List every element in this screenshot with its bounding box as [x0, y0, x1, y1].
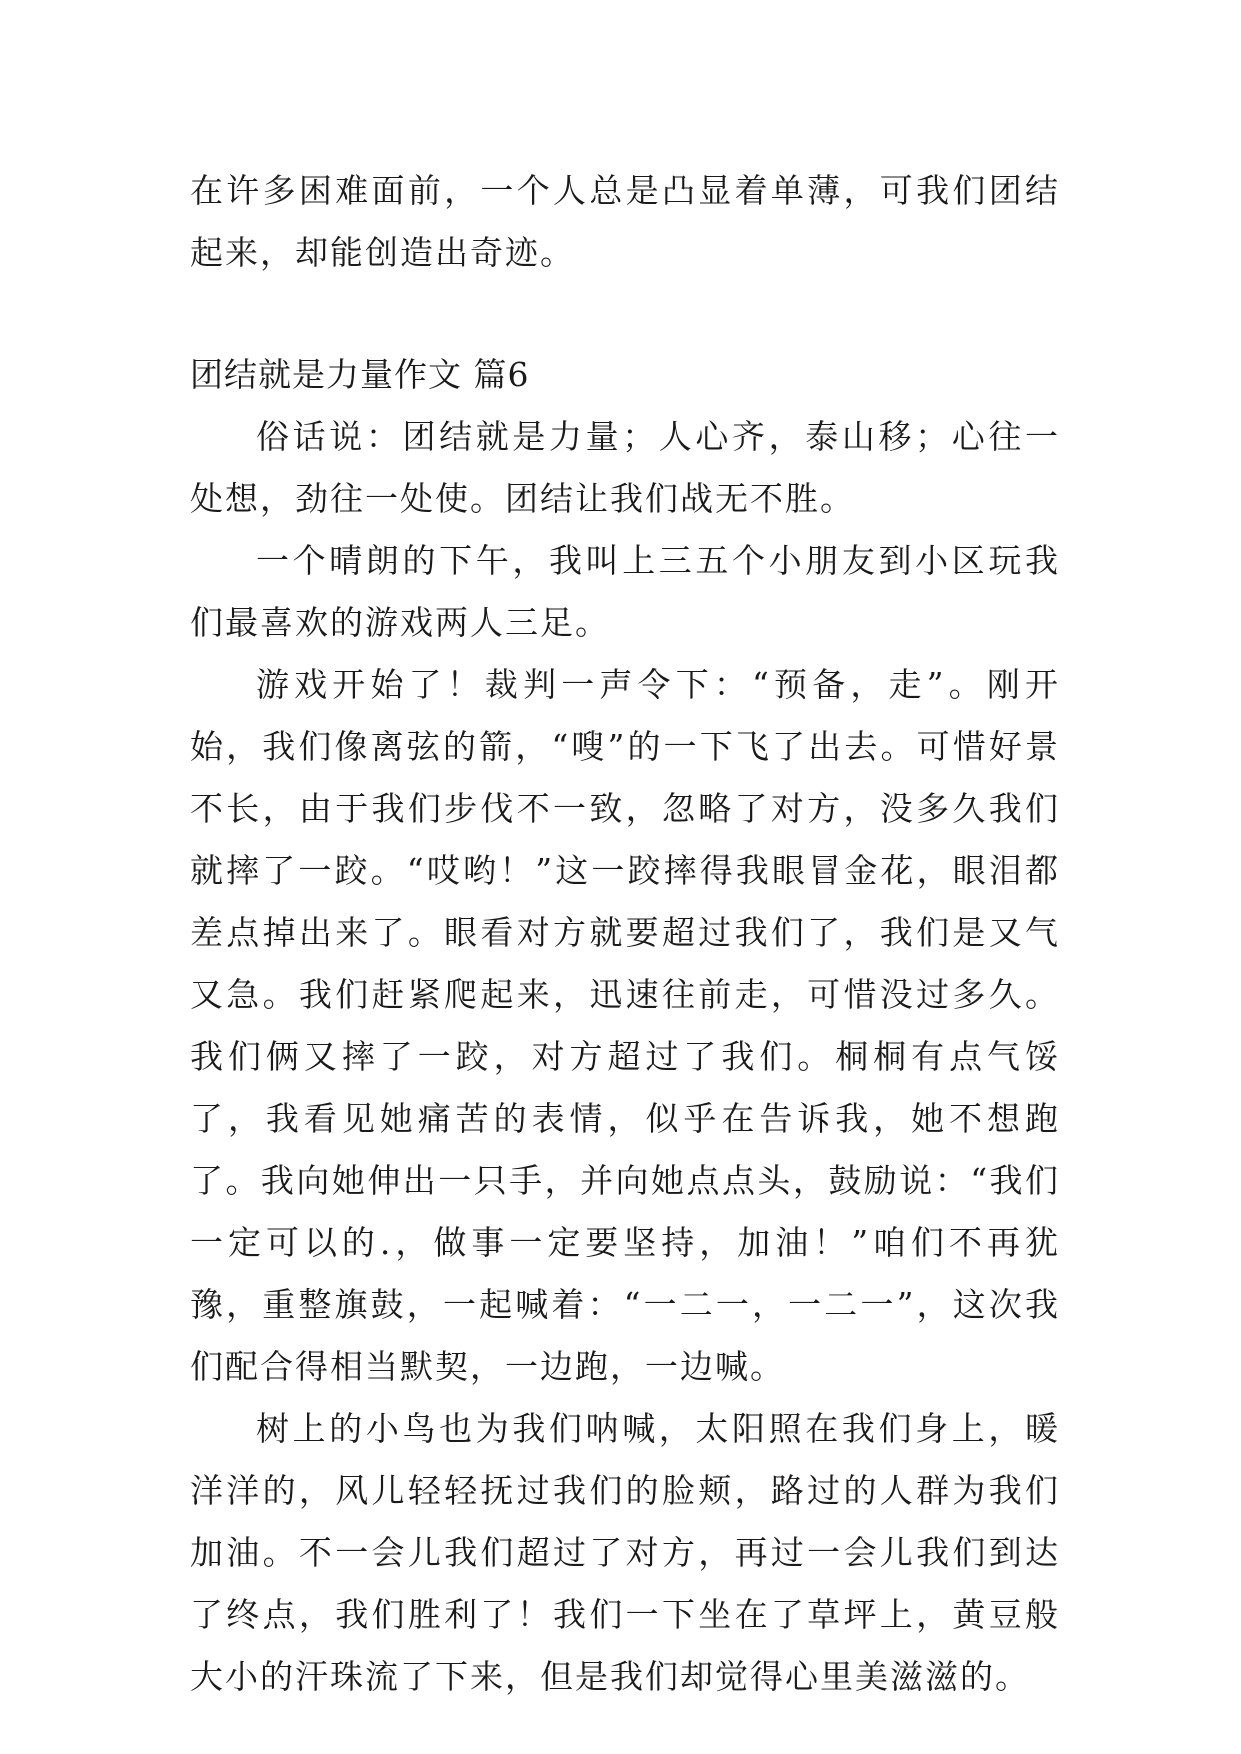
section-title: 团结就是力量作文 篇6 — [190, 355, 530, 394]
intro-paragraph: 在许多困难面前，一个人总是凸显着单薄，可我们团结起来，却能创造出奇迹。 — [190, 171, 1060, 272]
section-spacer — [190, 284, 1060, 344]
paragraph-3: 游戏开始了！裁判一声令下：“预备，走”。刚开始，我们像离弦的箭，“嗖”的一下飞了出去。可惜好景不长，由于我们步伐不一致，忽略了对方，没多久我们就摔了一跤。“哎哟！”这一跤摔得我眼冒金花，眼泪都差点掉出来了。眼看对方就要超过我们了，我们是又气又急。我们赶紧爬起来，迅速往前走，可惜没过多久。我们俩又摔了一跤，对方超过了我们。桐桐有点气馁了，我看见她痛苦的表情，似乎在告诉我，她不想跑了。我向她伸出一只手，并向她点点头，鼓励说：“我们一定可以的.，做事一定要坚持，加油！”咱们不再犹豫，重整旗鼓，一起喊着：“一二一，一二一”，这次我们配合得相当默契，一边跑，一边喊。 — [190, 665, 1060, 1386]
paragraph-4: 树上的小鸟也为我们呐喊，太阳照在我们身上，暖洋洋的，风儿轻轻抚过我们的脸颊，路过的人群为我们加油。不一会儿我们超过了对方，再过一会儿我们到达了终点，我们胜利了！我们一下坐在了草坪上，黄豆般大小的汗珠流了下来，但是我们却觉得心里美滋滋的。 — [190, 1409, 1060, 1696]
paragraph-1: 俗话说：团结就是力量；人心齐，泰山移；心往一处想，劲往一处使。团结让我们战无不胜。 — [190, 417, 1060, 518]
paragraph-2: 一个晴朗的下午，我叫上三五个小朋友到小区玩我们最喜欢的游戏两人三足。 — [190, 541, 1060, 642]
document-page — [190, 160, 1060, 1708]
